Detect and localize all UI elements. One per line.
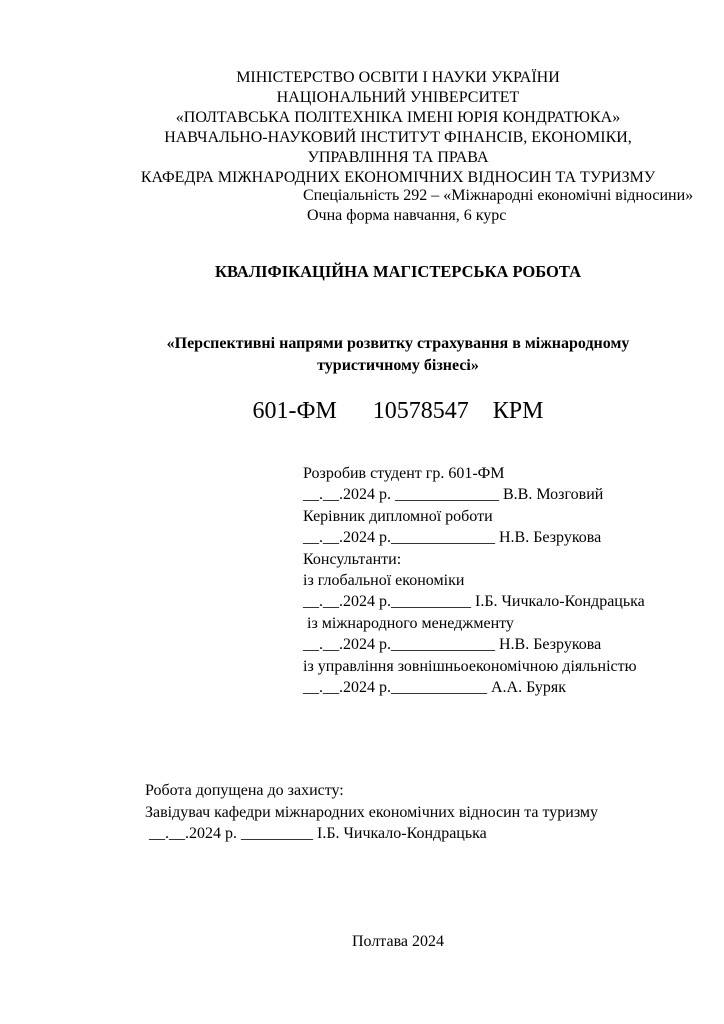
consultant-3-role-line: із управління зовнішньоекономічною діяльністю [303, 657, 637, 675]
consultants-heading: Консультанти: [303, 550, 402, 568]
consultant-2-signature-line: __.__.2024 р._____________ Н.В. Безрукова [303, 636, 602, 654]
admission-section [145, 780, 696, 845]
city-year-footer [100, 932, 696, 952]
signatures-section [303, 463, 714, 698]
institute-line-2: УПРАВЛІННЯ ТА ПРАВА [307, 148, 489, 166]
university-header [100, 68, 696, 187]
study-form-line: Очна форма навчання, 6 курс [303, 207, 507, 224]
supervisor-signature-line: __.__.2024 р._____________ Н.В. Безрукова [303, 529, 602, 547]
work-code-text: 601-ФМ 10578547 КРМ [252, 398, 544, 424]
work-type-heading [100, 261, 696, 282]
city-year-text: Полтава 2024 [351, 933, 445, 950]
university-name-line: «ПОЛТАВСЬКА ПОЛІТЕХНІКА ІМЕНІ ЮРІЯ КОНДРАТЮКА» [175, 108, 621, 126]
supervisor-role-line: Керівник дипломної роботи [303, 507, 493, 525]
consultant-2-role-line: із міжнародного менеджменту [303, 614, 514, 632]
consultant-1-role-line: із глобальної економіки [303, 572, 465, 590]
specialty-line: Спеціальність 292 – «Міжнародні економічні відносини» [303, 187, 694, 204]
thesis-title [100, 333, 696, 376]
admission-heading: Робота допущена до захисту: [145, 782, 344, 799]
thesis-title-text: «Перспективні напрями розвитку страхування в міжнародному туристичному бізнесі» [166, 335, 634, 374]
university-line: НАЦІОНАЛЬНИЙ УНІВЕРСИТЕТ [276, 88, 520, 106]
student-role-line: Розробив студент гр. 601-ФМ [303, 465, 505, 482]
consultant-1-signature-line: __.__.2024 р.__________ І.Б. Чичкало-Кондрацька [303, 593, 645, 611]
consultant-3-signature-line: __.__.2024 р.____________ А.А. Буряк [303, 679, 567, 697]
work-type-text: КВАЛІФІКАЦІЙНА МАГІСТЕРСЬКА РОБОТА [215, 262, 581, 281]
specialty-info [303, 186, 714, 226]
ministry-line: МІНІСТЕРСТВО ОСВІТИ І НАУКИ УКРАЇНИ [236, 69, 560, 86]
department-head-line: Завідувач кафедри міжнародних економічних відносин та туризму [145, 803, 599, 821]
work-code [100, 398, 696, 425]
student-signature-line: __.__.2024 р. _____________ В.В. Мозговий [303, 486, 604, 504]
department-line: КАФЕДРА МІЖНАРОДНИХ ЕКОНОМІЧНИХ ВІДНОСИН ТА ТУРИЗМУ [140, 168, 656, 186]
department-head-signature-line: __.__.2024 р. _________ І.Б. Чичкало-Кондрацька [145, 825, 487, 843]
institute-line-1: НАВЧАЛЬНО-НАУКОВИЙ ІНСТИТУТ ФІНАНСІВ, ЕКОНОМІКИ, [164, 128, 632, 146]
